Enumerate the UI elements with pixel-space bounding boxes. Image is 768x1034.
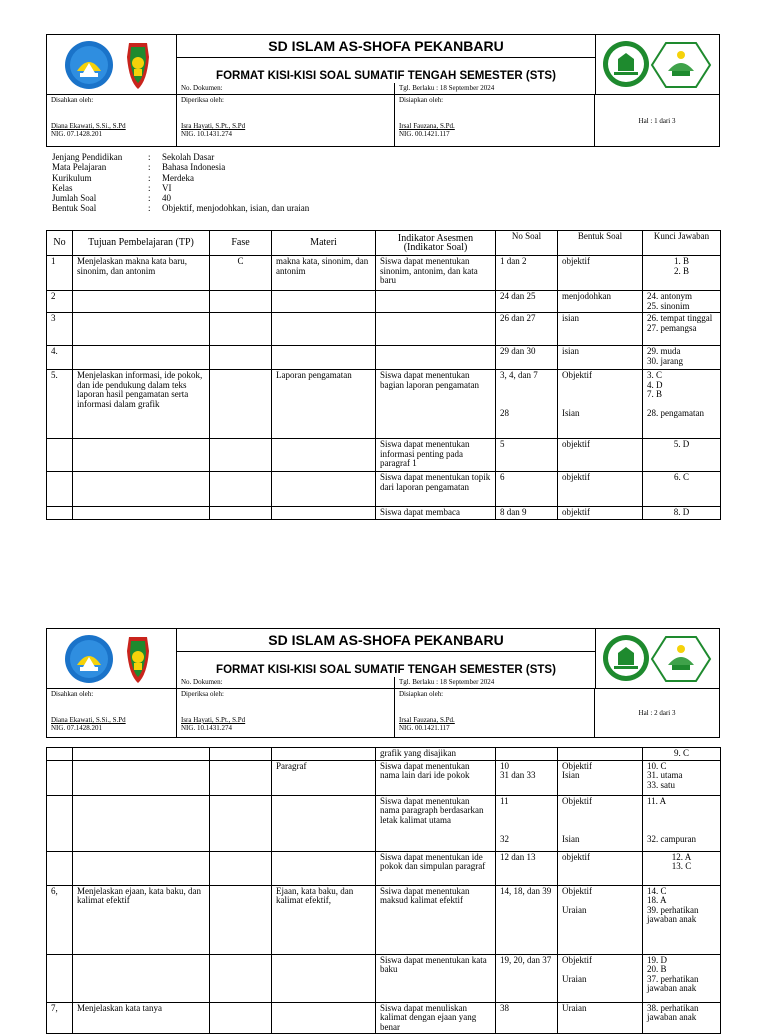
cell-fase	[210, 1002, 272, 1034]
cell-materi	[272, 291, 376, 313]
table-row	[47, 346, 721, 370]
col-fase: Fase	[210, 231, 272, 256]
cell-tp	[73, 439, 210, 472]
disiapkan-cell	[395, 689, 595, 738]
info-row: Jenjang Pendidikan : Sekolah Dasar	[52, 152, 215, 162]
cell-no-soal: 10 31 dan 33	[496, 760, 558, 795]
cell-kunci: 11. A 32. campuran	[643, 795, 721, 851]
cell-fase	[210, 507, 272, 520]
cell-materi	[272, 954, 376, 1002]
cell-no-soal: 14, 18, dan 39	[496, 885, 558, 954]
cell-no-soal: 26 dan 27	[496, 313, 558, 346]
cell-no: 5.	[47, 370, 73, 439]
cell-bentuk-soal	[558, 748, 643, 761]
cell-indikator: Ssiwa dapat menentukan maksud kalimat efektif	[376, 885, 496, 954]
diperiksa-nig: NIG. 10.1431.274	[181, 724, 232, 732]
cell-bentuk-soal: objektif	[558, 851, 643, 885]
logo-right	[595, 629, 719, 688]
diperiksa-name: Isra Hayati, S.Pt., S.Pd	[181, 122, 246, 130]
cell-no-soal: 29 dan 30	[496, 346, 558, 370]
table-row	[47, 313, 721, 346]
diperiksa-name: Isra Hayati, S.Pt., S.Pd	[181, 716, 246, 724]
document-header	[46, 34, 720, 147]
kisi-table-page-2	[46, 747, 721, 1034]
cell-fase	[210, 748, 272, 761]
cell-tp: Menjelaskan kata tanya	[73, 1002, 210, 1034]
cell-bentuk-soal: objektif	[558, 507, 643, 520]
cell-fase	[210, 346, 272, 370]
cell-tp: Menjelaskan makna kata baru, sinonim, dan antonim	[73, 256, 210, 291]
disahkan-cell	[47, 95, 177, 147]
diperiksa-cell	[177, 95, 395, 147]
cell-no-soal: 1 dan 2	[496, 256, 558, 291]
cell-kunci: 6. C	[643, 472, 721, 507]
cell-fase	[210, 439, 272, 472]
info-row: Jumlah Soal : 40	[52, 193, 171, 204]
table-row	[47, 1002, 721, 1034]
school-name: SD ISLAM AS-SHOFA PEKANBARU	[177, 35, 595, 58]
cell-fase	[210, 954, 272, 1002]
table-row	[47, 885, 721, 954]
disahkan-name: Diana Ekawati, S.Si., S.Pd	[51, 716, 126, 724]
cell-materi: Laporan pengamatan	[272, 370, 376, 439]
cell-no	[47, 760, 73, 795]
cell-no: 1	[47, 256, 73, 291]
disahkan-nig: NIG. 07.1428.201	[51, 130, 102, 138]
cell-bentuk-soal: isian	[558, 313, 643, 346]
cell-bentuk-soal: Objektif Uraian	[558, 885, 643, 954]
page-indicator: Hal : 1 dari 3	[638, 117, 676, 125]
cell-kunci: 1. B 2. B	[643, 256, 721, 291]
cell-bentuk-soal: Uraian	[558, 1002, 643, 1034]
cell-indikator: Siswa dapat menentukan informasi penting pada paragraf 1	[376, 439, 496, 472]
cell-materi	[272, 851, 376, 885]
kisi-table-page-1	[46, 230, 721, 520]
cell-no	[47, 954, 73, 1002]
cell-tp	[73, 851, 210, 885]
cell-bentuk-soal: Objektif Uraian	[558, 954, 643, 1002]
cell-kunci: 19. D 20. B 37. perhatikan jawaban anak	[643, 954, 721, 1002]
cell-no-soal: 19, 20, dan 37	[496, 954, 558, 1002]
cell-materi	[272, 748, 376, 761]
cell-no-soal: 8 dan 9	[496, 507, 558, 520]
cell-materi: makna kata, sinonim, dan antonim	[272, 256, 376, 291]
cell-no-soal: 11 32	[496, 795, 558, 851]
cell-materi: Paragraf	[272, 760, 376, 795]
disiapkan-label: Disiapkan oleh:	[399, 96, 444, 104]
disiapkan-name: Irsal Fauzana, S.Pd.	[399, 122, 455, 130]
cell-tp	[73, 472, 210, 507]
cell-materi	[272, 346, 376, 370]
cell-fase	[210, 760, 272, 795]
disahkan-label: Disahkan oleh:	[51, 96, 94, 104]
cell-bentuk-soal: objektif	[558, 472, 643, 507]
cell-materi	[272, 1002, 376, 1034]
disahkan-label: Disahkan oleh:	[51, 690, 94, 698]
cell-no-soal: 5	[496, 439, 558, 472]
info-row: Bentuk Soal : Objektif, menjodohkan, isian, dan uraian	[52, 203, 310, 214]
school-name: SD ISLAM AS-SHOFA PEKANBARU	[177, 629, 595, 652]
cell-kunci: 3. C 4. D 7. B 28. pengamatan	[643, 370, 721, 439]
tut-wuri-handayani-logo	[47, 629, 177, 688]
cell-kunci: 26. tempat tinggal 27. pemangsa	[643, 313, 721, 346]
col-bentuk-soal: Bentuk Soal	[558, 231, 643, 256]
table-row	[47, 954, 721, 1002]
cell-no	[47, 748, 73, 761]
document-title: FORMAT KISI-KISI SOAL SUMATIF TENGAH SEMESTER (STS)	[216, 664, 556, 676]
cell-kunci: 14. C 18. A 39. perhatikan jawaban anak	[643, 885, 721, 954]
no-dokumen: No. Dokumen:	[177, 83, 395, 94]
cell-indikator	[376, 313, 496, 346]
col-no-soal: No Soal	[496, 231, 558, 256]
cell-fase: C	[210, 256, 272, 291]
cell-tp	[73, 313, 210, 346]
cell-no-soal: 6	[496, 472, 558, 507]
cell-no-soal: 24 dan 25	[496, 291, 558, 313]
diperiksa-label: Diperiksa oleh:	[181, 96, 224, 104]
cell-kunci: 38. perhatikan jawaban anak	[643, 1002, 721, 1034]
cell-indikator: Siswa dapat menentukan kata baku	[376, 954, 496, 1002]
cell-bentuk-soal: Objektif Isian	[558, 795, 643, 851]
cell-tp	[73, 507, 210, 520]
logo-right	[595, 35, 719, 94]
cell-kunci: 8. D	[643, 507, 721, 520]
cell-no-soal: 3, 4, dan 7 28	[496, 370, 558, 439]
cell-bentuk-soal: objektif	[558, 256, 643, 291]
cell-kunci: 24. antonym 25. sinonim	[643, 291, 721, 313]
col-indikator: Indikator Asesmen (Indikator Soal)	[376, 231, 496, 256]
cell-fase	[210, 291, 272, 313]
cell-tp	[73, 795, 210, 851]
table-header-row	[47, 231, 721, 256]
cell-no	[47, 472, 73, 507]
cell-no	[47, 439, 73, 472]
disiapkan-name: Irsal Fauzana, S.Pd.	[399, 716, 455, 724]
cell-fase	[210, 472, 272, 507]
disiapkan-cell	[395, 95, 595, 147]
cell-indikator	[376, 291, 496, 313]
col-no: No	[47, 231, 73, 256]
table-row	[47, 439, 721, 472]
cell-indikator: Siswa dapat menentukan topik dari laporan pengamatan	[376, 472, 496, 507]
cell-indikator: Siswa dapat menentukan nama paragraph berdasarkan letak kalimat utama	[376, 795, 496, 851]
cell-kunci: 9. C	[643, 748, 721, 761]
cell-fase	[210, 313, 272, 346]
cell-bentuk-soal: menjodohkan	[558, 291, 643, 313]
tgl-berlaku: Tgl. Berlaku : 18 September 2024	[399, 678, 495, 686]
cell-materi	[272, 795, 376, 851]
table-row	[47, 291, 721, 313]
cell-bentuk-soal: objektif	[558, 439, 643, 472]
as-shofa-logo	[596, 35, 720, 94]
cell-no: 2	[47, 291, 73, 313]
cell-materi	[272, 313, 376, 346]
document-title: FORMAT KISI-KISI SOAL SUMATIF TENGAH SEMESTER (STS)	[216, 70, 556, 82]
cell-tp	[73, 760, 210, 795]
col-tp: Tujuan Pembelajaran (TP)	[73, 231, 210, 256]
cell-kunci: 12. A 13. C	[643, 851, 721, 885]
cell-kunci: 5. D	[643, 439, 721, 472]
cell-materi	[272, 472, 376, 507]
cell-tp: Menjelaskan ejaan, kata baku, dan kalimat efektif	[73, 885, 210, 954]
table-row	[47, 507, 721, 520]
document-header-page-2	[46, 628, 720, 738]
cell-fase	[210, 851, 272, 885]
cell-tp	[73, 346, 210, 370]
cell-tp	[73, 748, 210, 761]
info-row: Mata Pelajaran : Bahasa Indonesia	[52, 162, 226, 173]
cell-bentuk-soal: Objektif Isian	[558, 760, 643, 795]
cell-fase	[210, 795, 272, 851]
diperiksa-cell	[177, 689, 395, 738]
logo-left	[47, 35, 177, 94]
cell-kunci: 29. muda 30. jarang	[643, 346, 721, 370]
cell-no	[47, 795, 73, 851]
table-row	[47, 370, 721, 439]
disahkan-cell	[47, 689, 177, 738]
table-row	[47, 795, 721, 851]
table-row	[47, 851, 721, 885]
cell-indikator: Siswa dapat menentukan sinonim, antonim, dan kata baru	[376, 256, 496, 291]
as-shofa-logo	[596, 629, 720, 688]
disiapkan-nig: NIG. 00.1421.117	[399, 724, 450, 732]
disahkan-nig: NIG. 07.1428.201	[51, 724, 102, 732]
cell-tp	[73, 291, 210, 313]
cell-no: 4.	[47, 346, 73, 370]
tgl-berlaku: Tgl. Berlaku : 18 September 2024	[399, 84, 495, 92]
table-row	[47, 256, 721, 291]
cell-bentuk-soal: Objektif Isian	[558, 370, 643, 439]
cell-no-soal: 12 dan 13	[496, 851, 558, 885]
info-row: Kurikulum : Merdeka	[52, 172, 194, 183]
cell-indikator: Siswa dapat menentukan bagian laporan pengamatan	[376, 370, 496, 439]
cell-indikator: Siswa dapat menentukan nama lain dari ide pokok	[376, 760, 496, 795]
info-row: Kelas : VI	[52, 182, 172, 193]
cell-bentuk-soal: isian	[558, 346, 643, 370]
cell-no-soal: 38	[496, 1002, 558, 1034]
cell-materi	[272, 439, 376, 472]
col-kunci: Kunci Jawaban	[643, 231, 721, 256]
cell-fase	[210, 370, 272, 439]
cell-tp	[73, 954, 210, 1002]
tut-wuri-handayani-logo	[47, 35, 177, 94]
logo-left	[47, 629, 177, 688]
no-dokumen: No. Dokumen:	[177, 677, 395, 688]
table-row	[47, 472, 721, 507]
disiapkan-nig: NIG. 00.1421.117	[399, 130, 450, 138]
cell-indikator: Siswa dapat menentukan ide pokok dan simpulan paragraf	[376, 851, 496, 885]
cell-kunci: 10. C 31. utama 33. satu	[643, 760, 721, 795]
cell-materi	[272, 507, 376, 520]
cell-no: 3	[47, 313, 73, 346]
col-materi: Materi	[272, 231, 376, 256]
document-info	[52, 152, 309, 214]
cell-no	[47, 507, 73, 520]
cell-indikator: Siswa dapat menuliskan kalimat dengan ejaan yang benar	[376, 1002, 496, 1034]
cell-no: 6,	[47, 885, 73, 954]
cell-indikator: Siswa dapat membaca	[376, 507, 496, 520]
disiapkan-label: Disiapkan oleh:	[399, 690, 444, 698]
page-indicator: Hal : 2 dari 3	[638, 709, 676, 717]
table-row	[47, 748, 721, 761]
diperiksa-nig: NIG. 10.1431.274	[181, 130, 232, 138]
cell-no-soal	[496, 748, 558, 761]
table-row	[47, 760, 721, 795]
cell-fase	[210, 885, 272, 954]
cell-indikator: grafik yang disajikan	[376, 748, 496, 761]
cell-materi: Ejaan, kata baku, dan kalimat efektif,	[272, 885, 376, 954]
cell-indikator	[376, 346, 496, 370]
diperiksa-label: Diperiksa oleh:	[181, 690, 224, 698]
cell-no	[47, 851, 73, 885]
cell-no: 7,	[47, 1002, 73, 1034]
cell-tp: Menjelaskan informasi, ide pokok, dan ide pendukung dalam teks laporan hasil pengamatan serta informasi dalam grafik	[73, 370, 210, 439]
disahkan-name: Diana Ekawati, S.Si., S.Pd	[51, 122, 126, 130]
